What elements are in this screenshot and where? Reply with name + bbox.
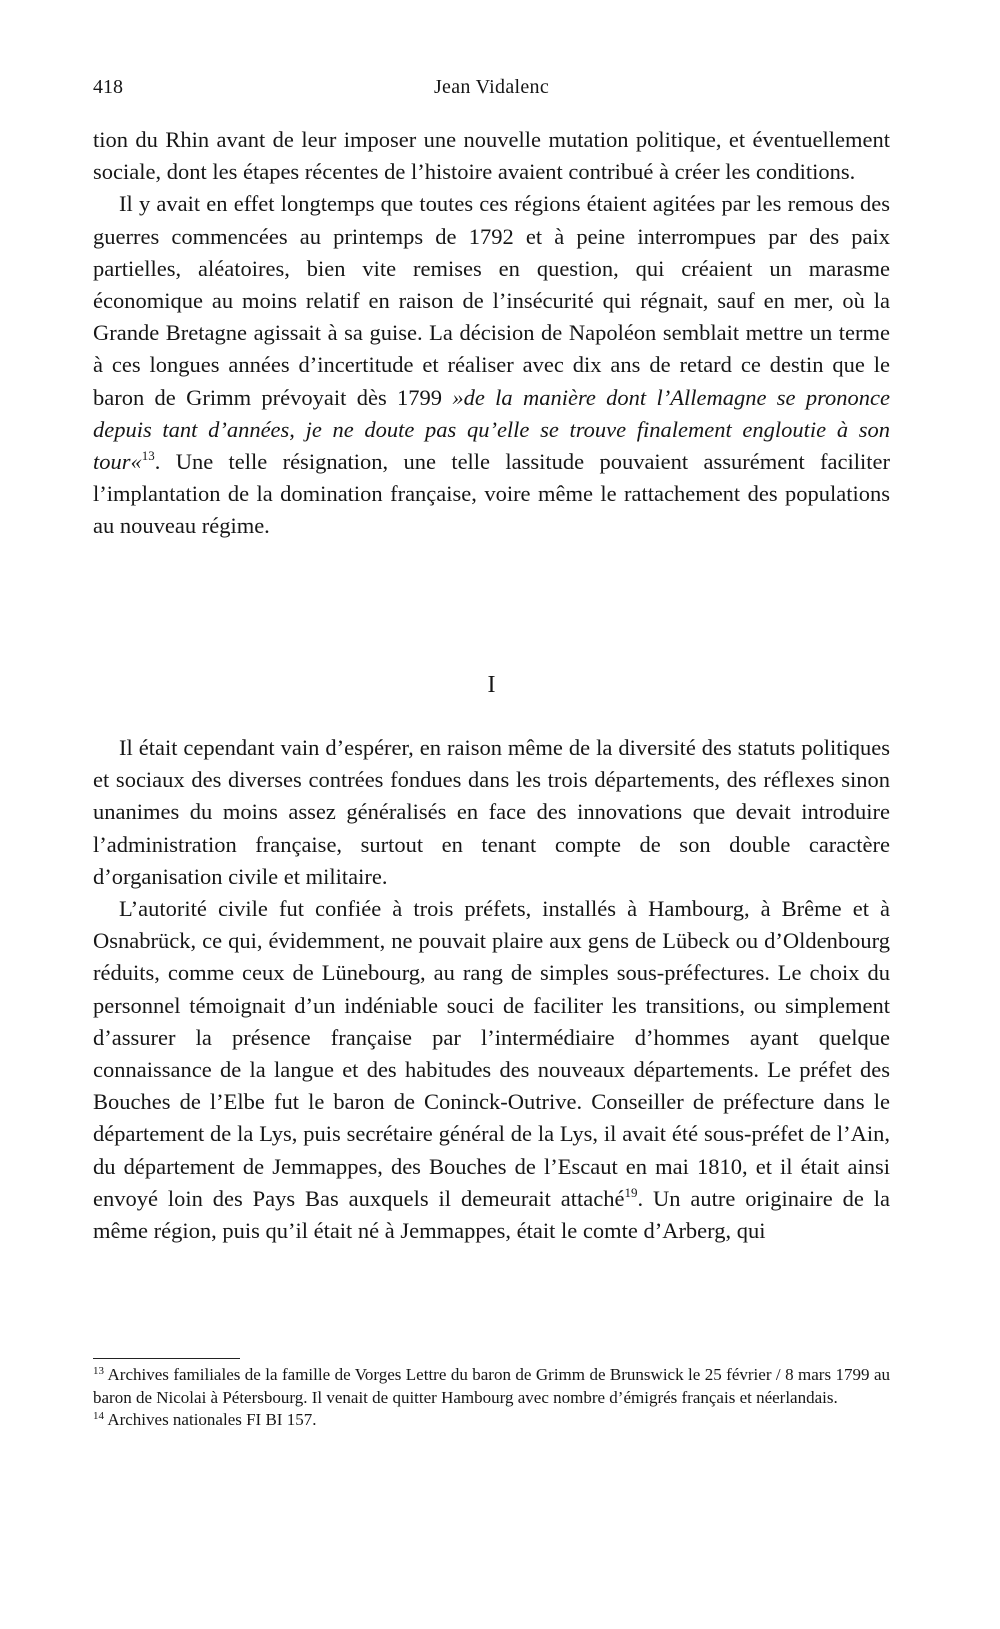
footnote-number: 14 [93, 1410, 104, 1422]
paragraph-text: . Un autre originaire de la même région, puis qu’il était né à Jemmappes, était le comte d’Arberg, qui [93, 1185, 890, 1244]
paragraph-text: L’autorité civile fut confiée à trois préfets, installés à Hambourg, à Brême et à Osnabrück, ce qui, évidemment, ne pouvait plaire aux gens de Lübeck ou d’Oldenbourg réduits, comme ceux de Lünebourg, au rang de simples sous-préfectures. Le choix du personnel témoignait d’un indéniable souci de faciliter les transitions, ou simplement d’assurer la présence française par l’intermédiaire d’hommes ayant quelque connaissance de la langue et des habitudes des nouveaux départements. Le préfet des Bouches de l’Elbe fut le baron de Coninck-Outrive. Conseiller de préfecture dans le département de la Lys, puis secrétaire général de la Lys, il avait été sous-préfet de l’Ain, du département de Jemmappes, des Bouches de l’Escaut en mai 1810, et il était ainsi envoyé loin des Pays Bas auxquels il demeurait attaché [93, 896, 890, 1211]
footnotes [93, 1364, 890, 1432]
footnote-reference: 13 [141, 448, 155, 464]
body-text-top [93, 124, 890, 543]
running-head: Jean Vidalenc [433, 76, 550, 98]
footnote-14 [93, 1409, 890, 1432]
paragraph-text: . Une telle résignation, une telle lassitude pouvaient assurément faciliter l’implantation de la domination française, voire même le rattachement des populations au nouveau régime. [93, 449, 890, 539]
body-text-section [93, 732, 890, 1247]
footnote-number: 13 [93, 1365, 104, 1377]
paragraph-continuation: tion du Rhin avant de leur imposer une nouvelle mutation politique, et éventuellement sociale, dont les étapes récentes de l’histoire avaient contribué à créer les conditions. [93, 127, 890, 185]
footnote-13 [93, 1364, 890, 1409]
footnote-text: Archives familiales de la famille de Vorges Lettre du baron de Grimm de Brunswick le 25 février / 8 mars 1799 au baron de Nicolai à Pétersbourg. Il venait de quitter Hambourg avec nombre d’émigrés français et néerlandais. [93, 1365, 890, 1407]
page-header [93, 70, 890, 106]
paragraph-prefects [93, 893, 890, 1247]
paragraph-grimm [93, 188, 890, 542]
grimm-quotation: »de la manière dont l’Allemagne se prononce depuis tant d’années, je ne doute pas qu’elle se trouve finalement engloutie à son tour« [93, 384, 890, 475]
footnote-text: Archives nationales FI BI 157. [107, 1410, 317, 1429]
page-number: 418 [93, 76, 123, 98]
section-heading: I [487, 672, 496, 698]
footnote-separator [93, 1358, 240, 1359]
paragraph-diversity: Il était cependant vain d’espérer, en raison même de la diversité des statuts politiques et sociaux des diverses contrées fondues dans les trois départements, des réflexes sinon unanimes du moins assez généralisés en face des innovations que devait introduire l’administration française, surtout en tenant compte de son double caractère d’organisation civile et militaire. [93, 735, 890, 889]
footnote-reference: 19 [624, 1184, 638, 1200]
paragraph-text: Il y avait en effet longtemps que toutes ces régions étaient agitées par les remous des guerres commencées au printemps de 1792 et à peine interrompues par des paix partielles, aléatoires, bien vite remises en question, qui créaient un marasme économique au moins relatif en raison de l’insécurité qui régnait, sauf en mer, où la Grande Bretagne agissait à sa guise. La décision de Napoléon semblait mettre un terme à ces longues années d’incertitude et réaliser avec dix ans de retard ce destin que le baron de Grimm prévoyait dès 1799 [93, 191, 890, 410]
